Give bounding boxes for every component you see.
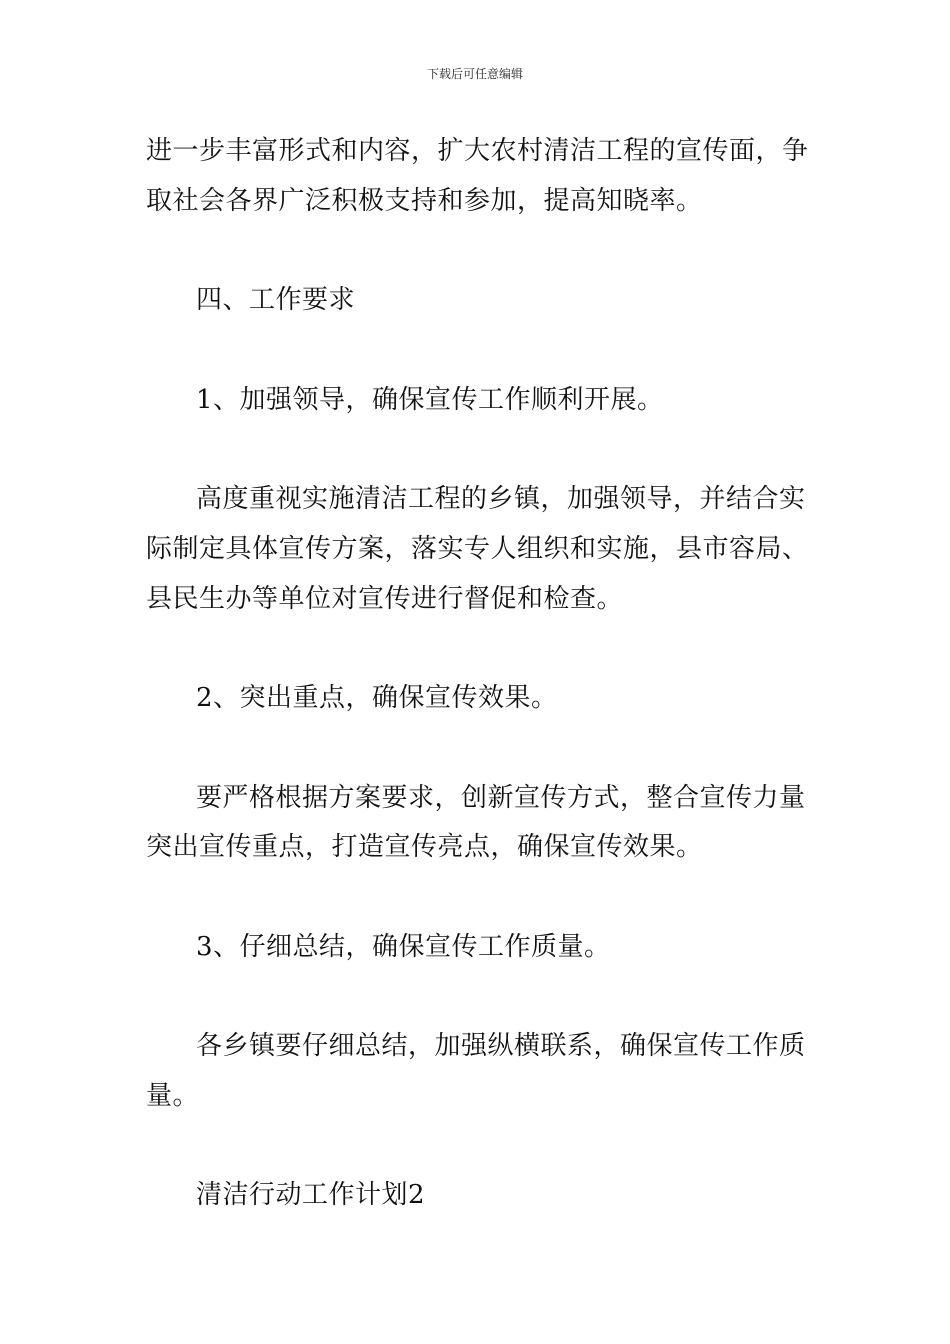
- list-item-heading: 1、加强领导，确保宣传工作顺利开展。: [196, 385, 664, 415]
- paragraph-line: 量。: [146, 1081, 200, 1111]
- paragraph-line: 高度重视实施清洁工程的乡镇，加强领导，并结合实: [196, 484, 806, 514]
- paragraph-line: 突出宣传重点，打造宣传亮点，确保宣传效果。: [146, 832, 703, 862]
- paragraph-line: 要严格根据方案要求，创新宣传方式，整合宣传力量: [196, 783, 806, 813]
- section-heading: 清洁行动工作计划2: [196, 1180, 426, 1210]
- list-item-heading: 2、突出重点，确保宣传效果。: [196, 683, 558, 713]
- list-item-heading: 3、仔细总结，确保宣传工作质量。: [196, 932, 611, 962]
- paragraph-line: 进一步丰富形式和内容，扩大农村清洁工程的宣传面，争: [146, 136, 809, 166]
- paragraph-line: 各乡镇要仔细总结，加强纵横联系，确保宣传工作质: [196, 1031, 806, 1061]
- paragraph-line: 际制定具体宣传方案，落实专人组织和实施，县市容局、: [146, 534, 809, 564]
- paragraph-line: 取社会各界广泛积极支持和参加，提高知晓率。: [146, 186, 703, 216]
- paragraph-line: 县民生办等单位对宣传进行督促和检查。: [146, 584, 624, 614]
- page-header: 下载后可任意编辑: [426, 67, 523, 81]
- section-heading: 四、工作要求: [196, 285, 356, 315]
